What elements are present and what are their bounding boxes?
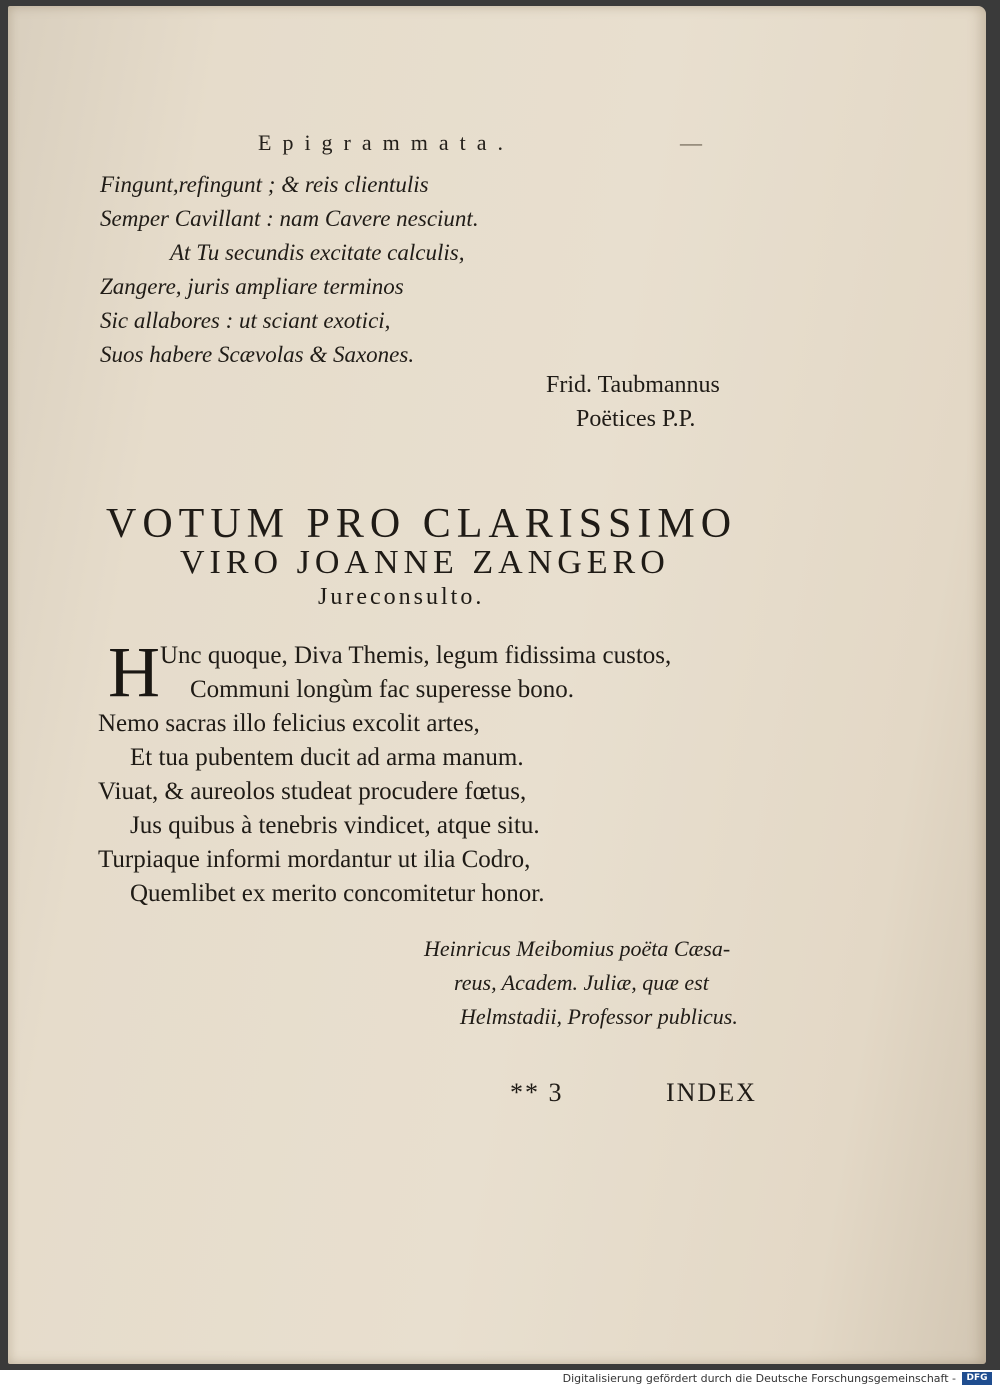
poem-line: Et tua pubentem ducit ad arma manum. <box>130 744 524 771</box>
signature-mark: ** 3 <box>510 1078 564 1107</box>
epigram-line: Sic allabores : ut sciant exotici, <box>100 308 391 333</box>
meibom-signature-line: reus, Academ. Juliæ, quæ est <box>454 970 709 995</box>
funding-credit: Digitalisierung gefördert durch die Deutsche Forschungsgemeinschaft - <box>562 1372 956 1385</box>
dfg-logo-icon: DFG <box>962 1372 992 1385</box>
epigram-line: At Tu secundis excitate calculis, <box>170 240 465 265</box>
running-head: Epigrammata. <box>258 130 515 155</box>
poem-line: Viuat, & aureolos studeat procudere fœtus, <box>98 778 527 805</box>
catchword: INDEX <box>666 1078 757 1107</box>
poem-title-line-2: VIRO JOANNE ZANGERO <box>180 544 670 581</box>
taubmann-signature-line: Frid. Taubmannus <box>546 372 720 398</box>
epigram-line: Fingunt,refingunt ; & reis clientulis <box>100 172 429 197</box>
meibom-signature-line: Helmstadii, Professor publicus. <box>460 1004 738 1029</box>
poem-line: Communi longùm fac superesse bono. <box>190 676 574 703</box>
poem-line: Nemo sacras illo felicius excolit artes, <box>98 710 480 737</box>
epigram-line: Suos habere Scævolas & Saxones. <box>100 342 415 367</box>
poem-title-line-1: VOTUM PRO CLARISSIMO <box>106 501 738 547</box>
epigram-line: Semper Cavillant : nam Cavere nesciunt. <box>100 206 479 231</box>
book-page <box>8 6 986 1364</box>
poem-line: Quemlibet ex merito concomitetur honor. <box>130 880 545 907</box>
taubmann-signature-line: Poëtices P.P. <box>576 406 696 432</box>
poem-line: Turpiaque informi mordantur ut ilia Codro, <box>98 846 531 873</box>
meibom-signature-line: Heinricus Meibomius poëta Cæsa- <box>424 936 731 961</box>
poem-line: Jus quibus à tenebris vindicet, atque situ. <box>130 812 540 839</box>
poem-line: Unc quoque, Diva Themis, legum fidissima custos, <box>160 642 672 669</box>
drop-capital: H <box>108 632 160 712</box>
poem-title-line-3: Jureconsulto. <box>318 584 485 610</box>
head-rule-mark: — <box>680 130 702 155</box>
epigram-line: Zangere, juris ampliare terminos <box>100 274 404 299</box>
